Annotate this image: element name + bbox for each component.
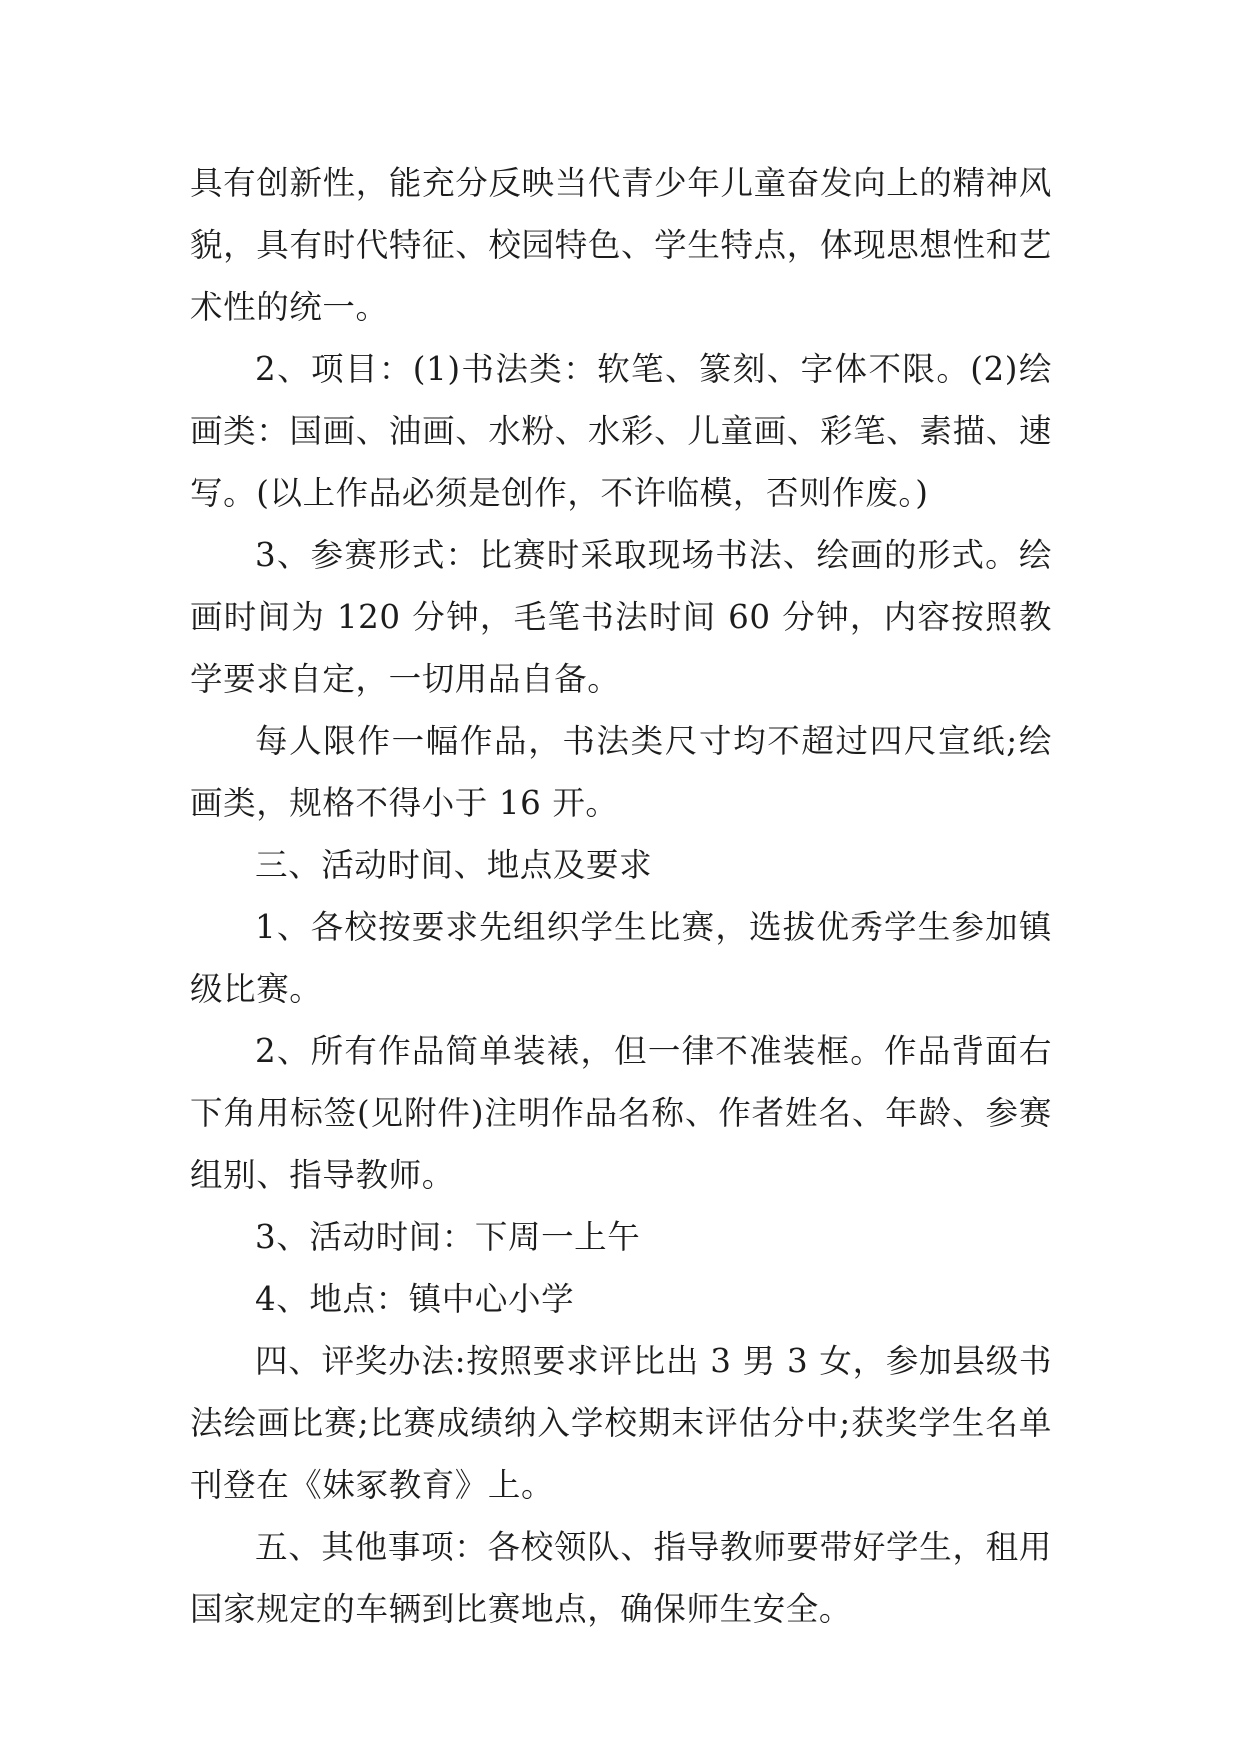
paragraph-time-item-4: 4、地点：镇中心小学 <box>255 1280 575 1318</box>
paragraph-time-item-3: 3、活动时间：下周一上午 <box>255 1218 641 1256</box>
paragraph-award-method: 四、评奖办法:按照要求评比出 3 男 3 女，参加县级书法绘画比赛;比赛成绩纳入学校期末评估分中;获奖学生名单刊登在《妹冢教育》上。 <box>190 1342 1052 1504</box>
paragraph-time-item-2: 2、所有作品简单装裱，但一律不准装框。作品背面右下角用标签(见附件)注明作品名称、作者姓名、年龄、参赛组别、指导教师。 <box>190 1032 1052 1194</box>
paragraph-item-2-categories: 2、项目：(1)书法类：软笔、篆刻、字体不限。(2)绘画类：国画、油画、水粉、水彩、儿童画、彩笔、素描、速写。(以上作品必须是创作，不许临模，否则作废。) <box>190 350 1052 512</box>
paragraph-time-item-1: 1、各校按要求先组织学生比赛，选拔优秀学生参加镇级比赛。 <box>190 908 1052 1008</box>
paragraph-intro-continued: 具有创新性，能充分反映当代青少年儿童奋发向上的精神风貌，具有时代特征、校园特色、学生特点，体现思想性和艺术性的统一。 <box>190 164 1052 326</box>
paragraph-other-matters: 五、其他事项：各校领队、指导教师要带好学生，租用国家规定的车辆到比赛地点，确保师生安全。 <box>190 1528 1052 1628</box>
paragraph-size-rules: 每人限作一幅作品，书法类尺寸均不超过四尺宣纸;绘画类，规格不得小于 16 开。 <box>190 722 1052 822</box>
section-heading-time-place: 三、活动时间、地点及要求 <box>255 846 653 884</box>
paragraph-item-3-format: 3、参赛形式：比赛时采取现场书法、绘画的形式。绘画时间为 120 分钟，毛笔书法时间 60 分钟，内容按照教学要求自定，一切用品自备。 <box>190 536 1052 698</box>
document-page <box>190 152 1052 1640</box>
